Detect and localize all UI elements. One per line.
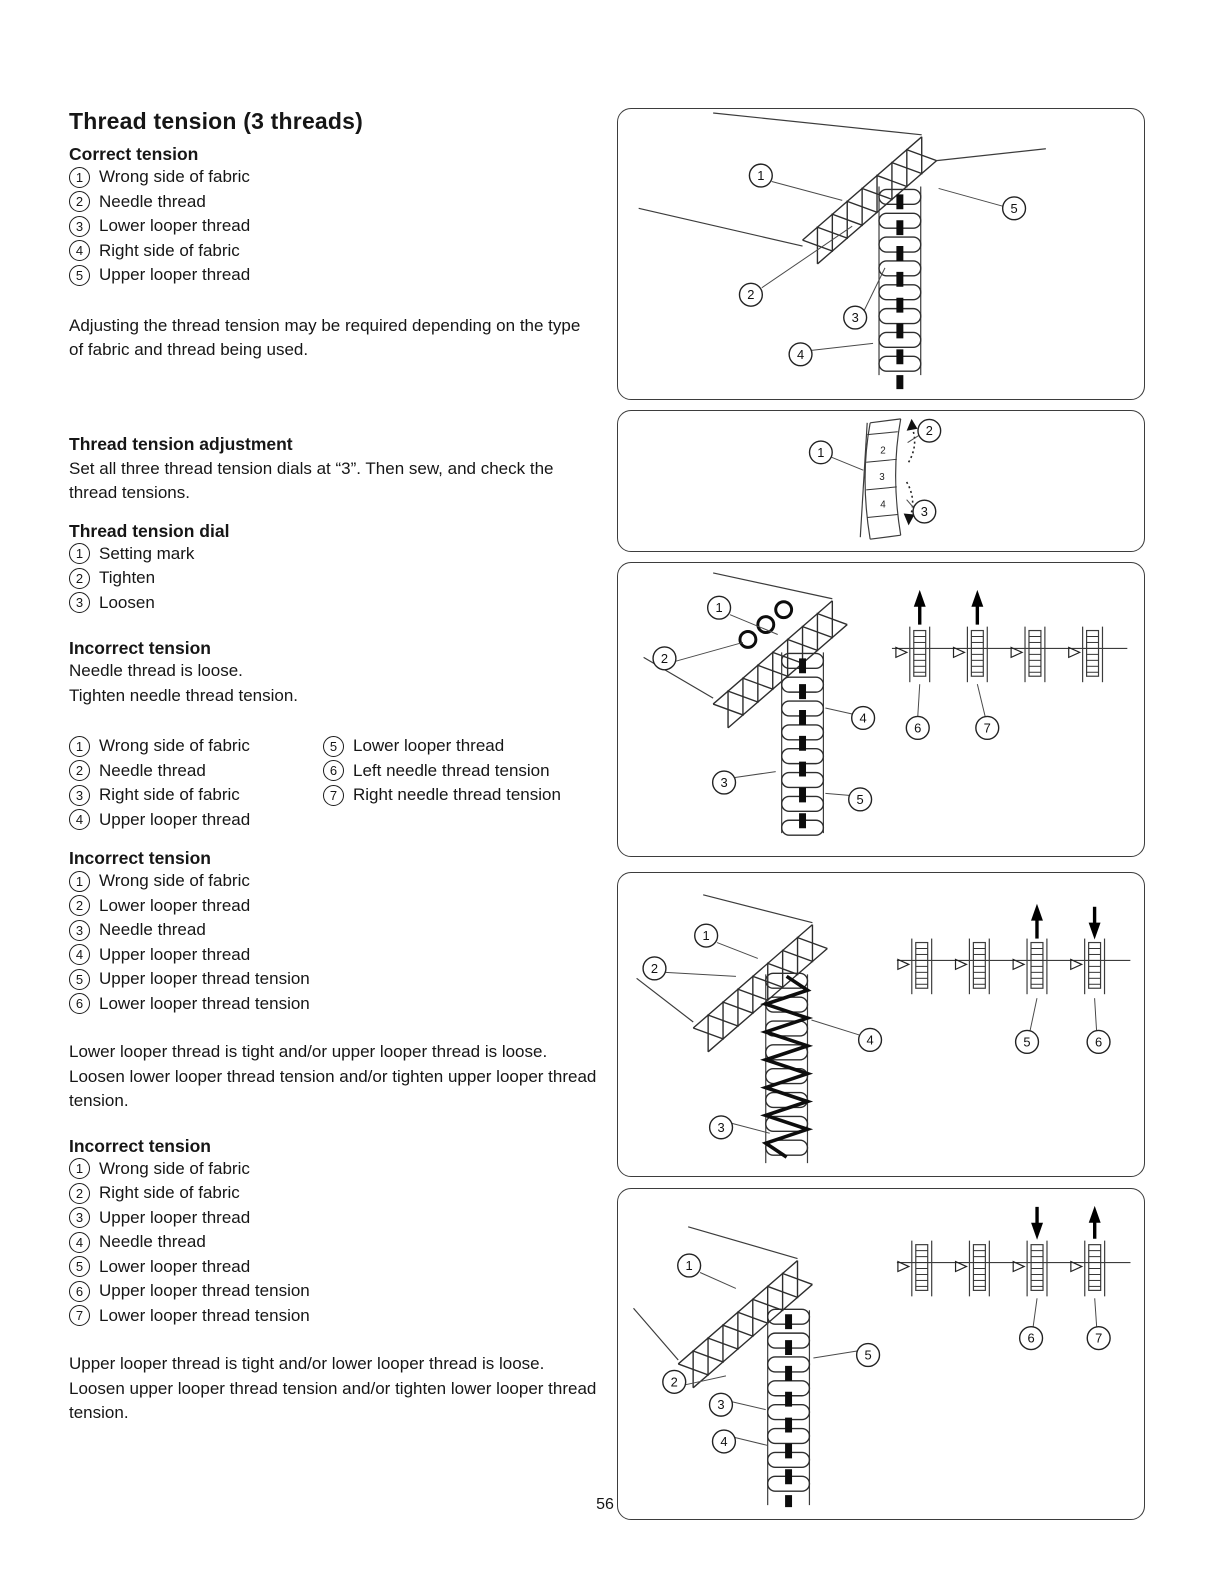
- list-item-label: Lower looper thread: [353, 736, 505, 756]
- list-item: [69, 808, 323, 833]
- list-item: [69, 263, 614, 288]
- list-item: [69, 967, 614, 992]
- circled-number: 3: [69, 592, 90, 613]
- list-item-label: Needle thread: [99, 760, 206, 780]
- svg-text:5: 5: [1010, 200, 1018, 216]
- list-item-label: Upper looper thread: [99, 944, 251, 964]
- heading-correct-tension: Correct tension: [69, 144, 199, 164]
- fabric-lines: [634, 1227, 798, 1360]
- list-item: [69, 239, 614, 264]
- incorrect-upper-list: [69, 1157, 614, 1329]
- svg-text:6: 6: [1027, 1330, 1035, 1346]
- figure-incorrect-needle-tension: [617, 562, 1145, 857]
- page-title: Thread tension (3 threads): [69, 108, 364, 134]
- incorrect-needle-tension-illustration: [618, 563, 1144, 856]
- circled-number: 4: [69, 1232, 90, 1253]
- text-column: [69, 108, 614, 1426]
- callout-5: [849, 788, 872, 811]
- svg-text:3: 3: [717, 1397, 725, 1413]
- circled-number: 3: [69, 920, 90, 941]
- svg-text:7: 7: [1095, 1330, 1103, 1346]
- tension-dial-row: [897, 1206, 1131, 1296]
- svg-text:3: 3: [720, 774, 728, 790]
- svg-text:4: 4: [859, 710, 867, 726]
- list-item-label: Wrong side of fabric: [99, 736, 250, 756]
- adjustment-paragraph: Set all three thread tension dials at “3”. Then sew, and check the thread tensions.: [69, 458, 554, 502]
- list-item: [69, 734, 323, 759]
- tighten-up-arrow: [914, 590, 926, 625]
- callout-7: [1087, 1327, 1110, 1350]
- callout-2: [918, 419, 941, 442]
- list-item: [69, 591, 614, 616]
- heading-incorrect-upper: Incorrect tension: [69, 1135, 211, 1156]
- setting-mark-line: [860, 423, 867, 537]
- leader-lines: [675, 615, 985, 796]
- callout-3: [844, 306, 867, 329]
- incorrect-needle-line2: Tighten needle thread tension.: [69, 685, 299, 705]
- circled-number: 7: [323, 785, 344, 806]
- incorrect-needle-line1: Needle thread is loose.: [69, 661, 243, 680]
- loosen-arrow: [904, 482, 915, 525]
- list-item-label: Upper looper thread tension: [99, 969, 310, 989]
- list-item: [69, 918, 614, 943]
- heading-incorrect-lower: Incorrect tension: [69, 848, 211, 868]
- incorrect-needle-legend: [69, 734, 614, 832]
- callout-4: [713, 1430, 736, 1453]
- callout-4: [789, 343, 812, 366]
- list-item-label: Right side of fabric: [99, 1183, 240, 1203]
- callout-3: [710, 1393, 733, 1416]
- list-item: [69, 869, 614, 894]
- figure-tension-dial: [617, 410, 1145, 552]
- svg-text:2: 2: [650, 960, 659, 976]
- callout-3: [913, 500, 936, 523]
- circled-number: 1: [69, 167, 90, 188]
- incorrect-lower-para2: Loosen lower looper thread tension and/or tighten upper looper thread tension.: [69, 1066, 597, 1110]
- list-item-label: Lower looper thread tension: [99, 993, 310, 1013]
- loosen-down-arrow: [1031, 1207, 1043, 1240]
- stitch-column: [768, 1309, 810, 1507]
- svg-text:3: 3: [717, 1119, 725, 1135]
- svg-text:2: 2: [670, 1374, 678, 1390]
- stitch-column: [766, 973, 808, 1163]
- tension-dial-illustration: [618, 411, 1144, 551]
- callout-1: [749, 164, 772, 187]
- svg-text:5: 5: [856, 791, 864, 807]
- callout-6: [906, 716, 929, 739]
- list-item-label: Lower looper thread tension: [99, 1305, 310, 1325]
- list-item-label: Upper looper thread: [99, 1207, 251, 1227]
- list-item-label: Lower looper thread: [99, 216, 251, 236]
- list-item-label: Upper looper thread tension: [99, 1281, 310, 1301]
- svg-text:6: 6: [1094, 1034, 1103, 1050]
- leader-lines: [685, 1272, 1097, 1445]
- svg-text:1: 1: [702, 928, 710, 944]
- circled-number: 2: [69, 895, 90, 916]
- list-item: [69, 894, 614, 919]
- tighten-up-arrow: [1031, 904, 1043, 939]
- tighten-up-arrow: [971, 590, 983, 625]
- correct-tension-stitch-illustration: [618, 109, 1144, 399]
- list-item: [69, 1279, 614, 1304]
- callout-5: [1003, 197, 1026, 220]
- heading-tension-adjustment: Thread tension adjustment: [69, 433, 293, 454]
- stitch-column: [879, 186, 921, 389]
- svg-text:3: 3: [920, 504, 928, 519]
- list-item-label: Wrong side of fabric: [99, 167, 250, 187]
- list-item: [69, 783, 323, 808]
- circled-number: 5: [69, 1256, 90, 1277]
- svg-text:1: 1: [685, 1258, 693, 1274]
- circled-number: 5: [69, 969, 90, 990]
- svg-text:3: 3: [851, 310, 859, 326]
- figure-incorrect-looper-tension-1: [617, 872, 1145, 1177]
- circled-number: 4: [69, 240, 90, 261]
- svg-text:4: 4: [866, 1032, 874, 1048]
- list-item: [69, 992, 614, 1017]
- callout-1: [708, 596, 731, 619]
- note-paragraph: Adjusting the thread tension may be required depending on the type of fabric and thread being used.: [69, 315, 581, 359]
- callout-3: [710, 1116, 733, 1139]
- list-item-label: Wrong side of fabric: [99, 1158, 250, 1178]
- incorrect-looper-tension-illustration-1: [618, 873, 1144, 1176]
- circled-number: 2: [69, 191, 90, 212]
- leader-lines: [832, 436, 919, 508]
- list-item: [69, 1181, 614, 1206]
- svg-text:5: 5: [1023, 1034, 1031, 1050]
- loose-needle-loop: [758, 617, 774, 633]
- circled-number: 3: [69, 785, 90, 806]
- legend-right-column: [323, 734, 614, 832]
- circled-number: 7: [69, 1305, 90, 1326]
- circled-number: 1: [69, 1158, 90, 1179]
- list-item: [69, 1255, 614, 1280]
- svg-text:2: 2: [925, 423, 933, 439]
- tension-dial-row: [892, 590, 1127, 682]
- circled-number: 2: [69, 1183, 90, 1204]
- callout-6: [1087, 1030, 1110, 1053]
- stitch-column: [782, 652, 824, 839]
- tighten-arrow: [907, 419, 918, 462]
- svg-text:3: 3: [879, 472, 885, 484]
- page-number: 56: [596, 1496, 614, 1513]
- callout-6: [1020, 1327, 1043, 1350]
- list-item: [323, 759, 614, 784]
- svg-text:1: 1: [817, 444, 825, 460]
- callout-2: [739, 283, 762, 306]
- tension-dial-row: [897, 904, 1130, 994]
- circled-number: 2: [69, 760, 90, 781]
- incorrect-upper-para2: Loosen upper looper thread tension and/or tighten lower looper thread tension.: [69, 1378, 597, 1422]
- fabric-lines: [644, 573, 833, 698]
- svg-text:1: 1: [757, 168, 765, 184]
- list-item-label: Left needle thread tension: [353, 760, 550, 780]
- list-item-label: Needle thread: [99, 1232, 206, 1252]
- svg-text:2: 2: [660, 650, 669, 666]
- circled-number: 5: [69, 265, 90, 286]
- list-item: [69, 759, 323, 784]
- list-item-label: Needle thread: [99, 191, 206, 211]
- loosen-down-arrow: [1089, 907, 1101, 940]
- list-item-label: Right side of fabric: [99, 785, 240, 805]
- callout-4: [852, 707, 875, 730]
- svg-text:2: 2: [880, 445, 886, 457]
- list-item: [69, 1206, 614, 1231]
- list-item-label: Right needle thread tension: [353, 785, 561, 805]
- callout-1: [810, 441, 833, 464]
- list-item: [69, 1304, 614, 1329]
- list-item: [69, 1157, 614, 1182]
- svg-text:7: 7: [983, 720, 991, 736]
- circled-number: 1: [69, 543, 90, 564]
- callout-5: [857, 1344, 880, 1367]
- figure-incorrect-looper-tension-2: [617, 1188, 1145, 1520]
- list-item-label: Needle thread: [99, 920, 206, 940]
- list-item: [69, 214, 614, 239]
- list-item-label: Upper looper thread: [99, 265, 251, 285]
- callout-2: [663, 1370, 686, 1393]
- list-item: [323, 783, 614, 808]
- svg-text:6: 6: [914, 720, 922, 736]
- callout-3: [713, 771, 736, 794]
- list-item-label: Wrong side of fabric: [99, 871, 250, 891]
- incorrect-looper-tension-illustration-2: [618, 1189, 1144, 1519]
- circled-number: 5: [323, 736, 344, 757]
- svg-text:5: 5: [864, 1347, 872, 1363]
- incorrect-lower-list: [69, 869, 614, 1016]
- list-item: [69, 566, 614, 591]
- circled-number: 4: [69, 944, 90, 965]
- callout-2: [643, 957, 666, 980]
- circled-number: 1: [69, 736, 90, 757]
- tight-lower-looper-thread: [766, 976, 808, 1157]
- circled-number: 2: [69, 568, 90, 589]
- svg-text:4: 4: [796, 346, 805, 362]
- loose-needle-loop: [740, 632, 756, 648]
- circled-number: 3: [69, 1207, 90, 1228]
- list-item-label: Upper looper thread: [99, 809, 251, 829]
- overlock-stitch-band: [803, 137, 937, 264]
- heading-incorrect-needle: Incorrect tension: [69, 638, 211, 658]
- callout-1: [695, 924, 718, 947]
- incorrect-lower-para1: Lower looper thread is tight and/or upper looper thread is loose.: [69, 1042, 548, 1061]
- incorrect-upper-para1: Upper looper thread is tight and/or lower looper thread is loose.: [69, 1354, 545, 1373]
- list-item-label: Setting mark: [99, 543, 195, 563]
- list-item-label: Lower looper thread: [99, 895, 251, 915]
- circled-number: 6: [69, 993, 90, 1014]
- correct-tension-list: [69, 165, 614, 288]
- tighten-up-arrow: [1089, 1206, 1101, 1239]
- callout-7: [976, 716, 999, 739]
- callout-5: [1016, 1030, 1039, 1053]
- list-item: [69, 542, 614, 567]
- list-item-label: Right side of fabric: [99, 240, 240, 260]
- callout-4: [859, 1028, 882, 1051]
- loose-needle-loop: [776, 602, 792, 618]
- list-item: [69, 1230, 614, 1255]
- svg-text:1: 1: [715, 600, 723, 616]
- fabric-lines: [639, 113, 1046, 246]
- legend-left-column: [69, 734, 323, 832]
- tension-dial-list: [69, 542, 614, 616]
- list-item: [69, 943, 614, 968]
- list-item-label: Lower looper thread: [99, 1256, 251, 1276]
- circled-number: 1: [69, 871, 90, 892]
- figure-correct-tension: [617, 108, 1145, 400]
- svg-text:4: 4: [720, 1433, 728, 1449]
- circled-number: 3: [69, 216, 90, 237]
- dial-strip: [860, 419, 900, 539]
- callout-2: [653, 647, 676, 670]
- list-item: [69, 190, 614, 215]
- list-item-label: Tighten: [99, 568, 156, 588]
- circled-number: 6: [69, 1281, 90, 1302]
- heading-tension-dial: Thread tension dial: [69, 520, 230, 541]
- circled-number: 4: [69, 809, 90, 830]
- circled-number: 6: [323, 760, 344, 781]
- callout-1: [678, 1254, 701, 1277]
- list-item: [323, 734, 614, 759]
- svg-text:4: 4: [880, 499, 886, 511]
- svg-text:2: 2: [747, 287, 755, 303]
- list-item-label: Loosen: [99, 592, 155, 612]
- list-item: [69, 165, 614, 190]
